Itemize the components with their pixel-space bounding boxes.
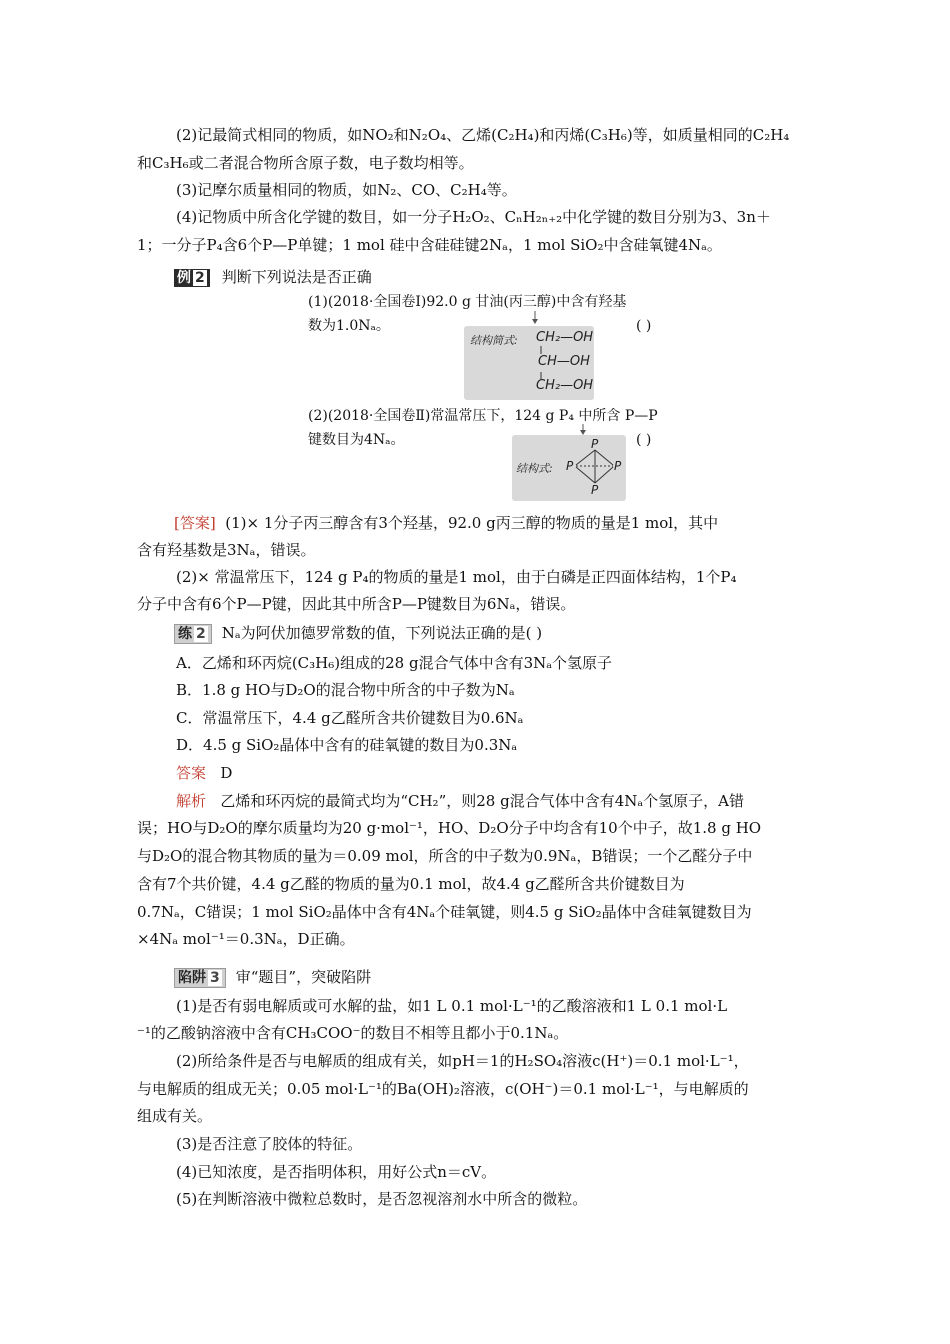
text-line: 分子中含有6个P—P键，因此其中所含P—P键数目为6Nₐ，错误。 <box>137 595 576 613</box>
p4-tetrahedron <box>562 436 628 500</box>
structure-label: 结构简式: <box>470 334 518 347</box>
practice-stem: Nₐ为阿伏加德罗常数的值，下列说法正确的是( ) <box>221 624 543 642</box>
answer-paren: ( ) <box>636 318 652 334</box>
trap-title: 审“题目”，突破陷阱 <box>235 968 372 986</box>
arrow-down-icon <box>530 311 540 325</box>
structure-line: CH₂—OH <box>536 330 594 345</box>
answer-line <box>174 510 718 536</box>
text-line: 0.7Nₐ，C错误；1 mol SiO₂晶体中含有4Nₐ个硅氧键，则4.5 g SiO₂晶体中含硅氧键数目为 <box>137 903 752 921</box>
option-a: A．乙烯和环丙烷(C₃H₆)组成的28 g混合气体中含有3Nₐ个氢原子 <box>176 654 613 672</box>
atom-label: P <box>614 459 622 473</box>
explanation-text: 乙烯和环丙烷的最简式均为“CH₂”，则28 g混合气体中含有4Nₐ个氢原子，A错 <box>220 792 744 810</box>
text-line: 误；HO与D₂O的摩尔质量均为20 g·mol⁻¹，HO、D₂O分子中均含有10个中子，故1.8 g HO <box>137 819 762 837</box>
practice-header <box>174 620 542 646</box>
text-line: 1；一分子P₄含6个P—P单键；1 mol 硅中含硅硅键2Nₐ，1 mol SiO₂中含硅氧键4Nₐ。 <box>137 236 722 254</box>
example-question-1: (1)(2018·全国卷Ⅰ)92.0 g 甘油(丙三醇)中含有羟基 <box>308 294 627 310</box>
explanation-label: 解析 <box>176 792 207 810</box>
answer-label: 答案 <box>176 764 207 782</box>
structure-label: 结构式: <box>516 462 553 475</box>
text-line: (5)在判断溶液中微粒总数时，是否忽视溶剂水中所含的微粒。 <box>176 1190 588 1208</box>
text-line: (4)已知浓度，是否指明体积，用好公式n＝cV。 <box>176 1163 497 1181</box>
answer-tag: [答案] <box>174 514 216 532</box>
text-line: (2)× 常温常压下，124 g P₄的物质的量是1 mol，由于白磷是正四面体结构，1个P₄ <box>176 568 737 586</box>
text-line: 与电解质的组成无关；0.05 mol·L⁻¹的Ba(OH)₂溶液，c(OH⁻)＝0.1 mol·L⁻¹，与电解质的 <box>137 1080 749 1098</box>
structure-line: CH—OH <box>538 354 590 369</box>
text-line: (2)记最简式相同的物质，如NO₂和N₂O₄、乙烯(C₂H₄)和丙烯(C₃H₆)等，如质量相同的C₂H₄ <box>176 126 790 144</box>
answer-line <box>176 760 232 786</box>
example-question-2: (2)(2018·全国卷Ⅱ)常温常压下，124 g P₄ 中所含 P—P <box>308 408 658 424</box>
text-line: 含有羟基数是3Nₐ，错误。 <box>137 541 316 559</box>
atom-label: P <box>591 483 599 497</box>
atom-label: P <box>566 459 574 473</box>
answer-paren: ( ) <box>636 432 652 448</box>
explanation-line <box>176 788 744 814</box>
text-line: ⁻¹的乙酸钠溶液中含有CH₃COO⁻的数目不相等且都小于0.1Nₐ。 <box>137 1024 569 1042</box>
text-line: 含有7个共价键，4.4 g乙醛的物质的量为0.1 mol，故4.4 g乙醛所含共价键数目为 <box>137 875 685 893</box>
text-line: 与D₂O的混合物其物质的量为＝0.09 mol，所含的中子数为0.9Nₐ，B错误；一个乙醛分子中 <box>137 847 753 865</box>
trap-header <box>174 964 371 990</box>
text-line: (4)记物质中所含化学键的数目，如一分子H₂O₂、CₙH₂ₙ₊₂中化学键的数目分别为3、3n＋ <box>176 208 771 226</box>
example-question-1-cont: 数为1.0Nₐ。 <box>308 318 390 334</box>
example-header <box>174 264 372 290</box>
atom-label: P <box>591 437 599 451</box>
example-question-2-cont: 键数目为4Nₐ。 <box>308 432 405 448</box>
option-d: D．4.5 g SiO₂晶体中含有的硅氧键的数目为0.3Nₐ <box>176 736 518 754</box>
answer-value: D <box>220 764 233 782</box>
text-line: ×4Nₐ mol⁻¹＝0.3Nₐ，D正确。 <box>137 930 355 948</box>
option-c: C．常温常压下，4.4 g乙醛所含共价键数目为0.6Nₐ <box>176 709 524 727</box>
option-b: B．1.8 g HO与D₂O的混合物中所含的中子数为Nₐ <box>176 681 515 699</box>
bond-lines <box>539 346 543 386</box>
text-line: 和C₃H₆或二者混合物所含原子数，电子数均相等。 <box>137 154 474 172</box>
text-line: (2)所给条件是否与电解质的组成有关，如pH＝1的H₂SO₄溶液c(H⁺)＝0.1 mol·L⁻¹， <box>176 1052 749 1070</box>
text-line: (1)是否有弱电解质或可水解的盐，如1 L 0.1 mol·L⁻¹的乙酸溶液和1 L 0.1 mol·L <box>176 997 728 1015</box>
example-tag: 例 2 <box>174 269 210 287</box>
trap-tag: 陷阱 3 <box>174 968 226 988</box>
text-line: (3)记摩尔质量相同的物质，如N₂、CO、C₂H₄等。 <box>176 181 517 199</box>
practice-tag: 练 2 <box>174 624 212 644</box>
answer-text: (1)× 1分子丙三醇含有3个羟基，92.0 g丙三醇的物质的量是1 mol，其中 <box>225 514 719 532</box>
structure-line: CH₂—OH <box>536 378 594 393</box>
text-line: 组成有关。 <box>137 1107 213 1125</box>
example-title: 判断下列说法是否正确 <box>221 268 372 286</box>
text-line: (3)是否注意了胶体的特征。 <box>176 1135 363 1153</box>
